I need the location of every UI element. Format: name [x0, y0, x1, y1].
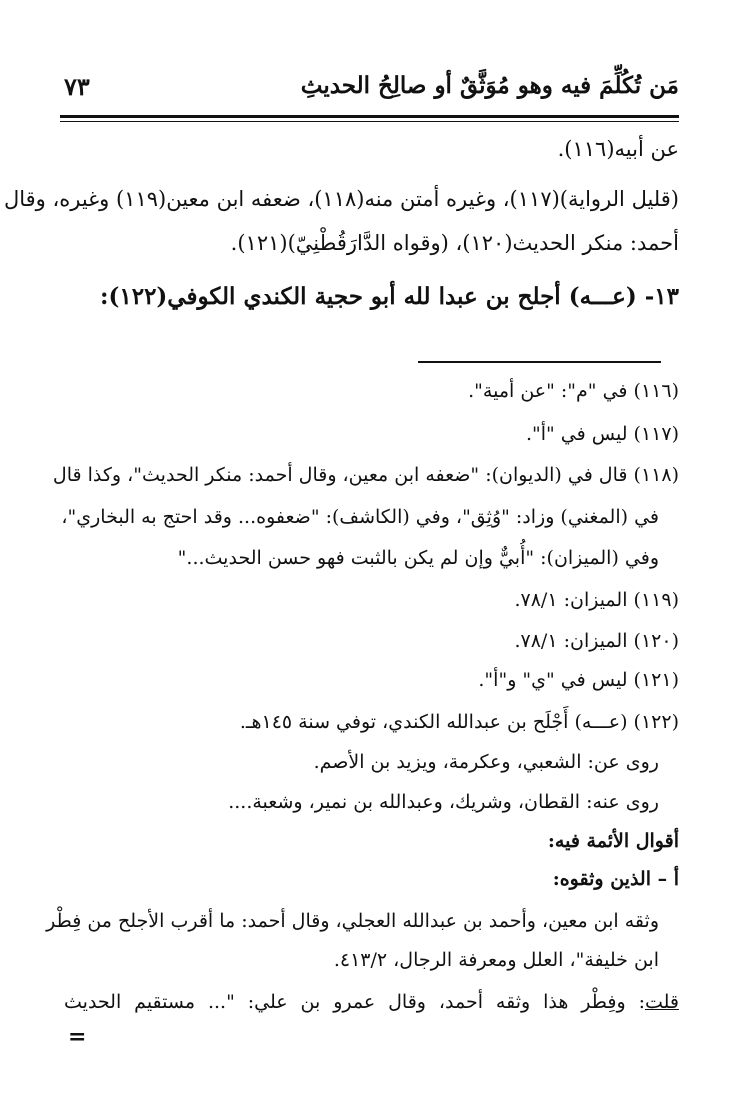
body-line: أحمد: منكر الحديث(١٢٠)، (وقواه الدَّارَقُطْنِيّ)(١٢١). [230, 231, 679, 255]
running-header [60, 70, 679, 110]
qultu-underlined: قلت [644, 991, 679, 1013]
footnote-separator [418, 361, 661, 363]
footnote-line: (١١٦) في "م": "عن أمية". [468, 380, 679, 402]
footnote-line-rest: : وفِطْر هذا وثقه أحمد، وقال عمرو بن علي: "... مستقيم الحديث [64, 991, 645, 1013]
header-rule-thin [60, 121, 679, 122]
footnote-line: (١٢٠) الميزان: ٧٨/١. [514, 630, 679, 652]
body-line: (قليل الرواية)(١١٧)، وغيره أمتن منه(١١٨)، ضعفه ابن معين(١١٩) وغيره، وقال [3, 187, 679, 211]
footnote-line: في (المغني) وزاد: "وُثِق"، وفي (الكاشف): "ضعفوه... وقد احتج به البخاري"، [61, 506, 659, 528]
footnote-subheading: أ – الذين وثقوه: [552, 868, 679, 890]
entry-heading: ١٣- (عـــه) أجلح بن عبدا لله أبو حجية الكندي الكوفي(١٢٢): [99, 283, 679, 310]
footnote-line: (١٢٢) (عـــه) أَجْلَح بن عبدالله الكندي، توفي سنة ١٤٥هـ. [239, 711, 679, 733]
page-number: ٧٣ [64, 72, 90, 101]
footnote-line [64, 991, 679, 1013]
header-title: مَن تُكُلِّمَ فيه وهو مُوَثَّقٌ أو صالِحُ الحديثِ [300, 72, 679, 99]
footnote-line: روى عن: الشعبي، وعكرمة، ويزيد بن الأصم. [313, 751, 659, 773]
continuation-mark: = [68, 1024, 87, 1050]
footnote-line: (١١٩) الميزان: ٧٨/١. [514, 589, 679, 611]
footnote-subheading: أقوال الأئمة فيه: [547, 830, 679, 852]
footnote-line: وثقه ابن معين، وأحمد بن عبدالله العجلي، وقال أحمد: ما أقرب الأجلح من فِطْر [46, 910, 659, 932]
footnote-line: (١١٨) قال في (الديوان): "ضعفه ابن معين، وقال أحمد: منكر الحديث"، وكذا قال [52, 464, 679, 486]
footnote-line: (١٢١) ليس في "ي" و"أ". [478, 669, 679, 691]
footnote-line: (١١٧) ليس في "أ". [525, 423, 679, 445]
footnote-line: وفي (الميزان): "أُبيٌّ وإن لم يكن بالثبت فهو حسن الحديث..." [177, 547, 659, 569]
header-rule-thick [60, 115, 679, 118]
body-line: عن أبيه(١١٦). [557, 137, 679, 161]
footnote-line: روى عنه: القطان، وشريك، وعبدالله بن نمير، وشعبة.... [228, 791, 659, 813]
footnote-line: ابن خليفة"، العلل ومعرفة الرجال، ٤١٣/٢. [333, 949, 659, 971]
